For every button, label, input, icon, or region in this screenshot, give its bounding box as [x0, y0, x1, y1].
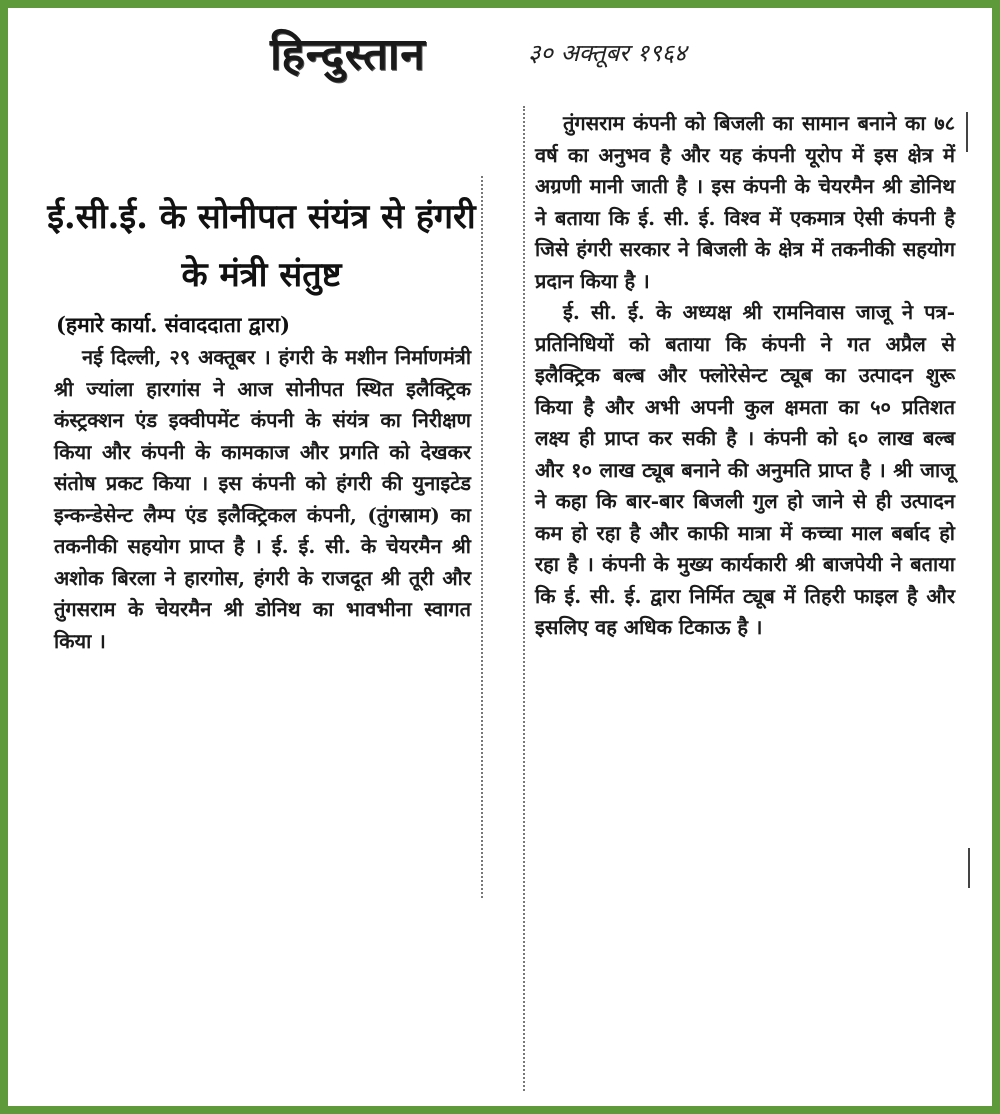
right-paragraph: ई. सी. ई. के अध्यक्ष श्री रामनिवास जाजू ने पत्र-प्रतिनिधियों को बताया कि कंपनी ने गत अप्रैल से इलैक्ट्रिक बल्ब और फ्लोरेसेन्ट ट्यूब का उत्पादन शुरू किया है और अभी अपनी कुल क्षमता का ५० प्रतिशत लक्ष्य ही प्राप्त कर सकी है । कंपनी को ६० लाख बल्ब और १० लाख ट्यूब बनाने की अनुमति प्राप्त है । श्री जाजू ने कहा कि बार-बार बिजली गुल हो जाने से ही उत्पादन कम हो रहा है और काफी मात्रा में कच्चा माल बर्बाद हो रहा है । कंपनी के मुख्य कार्यकारी श्री बाजपेयी ने बताया कि ई. सी. ई. द्वारा निर्मित ट्यूब में तिहरी फाइल है और इसलिए वह अधिक टिकाऊ है ।	[535, 300, 955, 639]
article-headline: ई.सी.ई. के सोनीपत संयंत्र से हंगरी के मंत्री संतुष्ट	[47, 197, 476, 295]
right-clipping	[523, 106, 967, 1091]
article-byline: (हमारे कार्या. संवाददाता द्वारा)	[56, 312, 291, 337]
left-article-body	[36, 342, 481, 657]
column-mark	[968, 848, 970, 888]
left-clipping	[36, 176, 483, 898]
newspaper-masthead: हिन्दुस्तान	[270, 29, 426, 80]
right-paragraph: तुंगसराम कंपनी को बिजली का सामान बनाने का ७८ वर्ष का अनुभव है और यह कंपनी यूरोप में इस क्षेत्र में अग्रणी मानी जाती है । इस कंपनी के चेयरमैन श्री डोनिथ ने बताया कि ई. सी. ई. विश्व में एकमात्र ऐसी कंपनी है जिसे हंगरी सरकार ने बिजली के क्षेत्र में तकनीकी सहयोग प्रदान किया है ।	[535, 111, 955, 293]
handwritten-date: ३० अक्तूबर १९६४	[528, 39, 687, 67]
right-article-body	[525, 108, 967, 644]
left-paragraph: नई दिल्ली, २९ अक्तूबर । हंगरी के मशीन निर्माणमंत्री श्री ज्यांला हारगांस ने आज सोनीपत स्थित इलैक्ट्रिक कंस्ट्रक्शन एंड इक्वीपमेंट कंपनी के संयंत्र का निरीक्षण किया और कंपनी के कामकाज और प्रगति को देखकर संतोष प्रकट किया । इस कंपनी को हंगरी की युनाइटेड इन्कन्डेसेन्ट लैम्प एंड इलैक्ट्रिकल कंपनी, (तुंगस्राम) का तकनीकी सहयोग प्राप्त है । ई. ई. सी. के चेयरमैन श्री अशोक बिरला ने हारगोस, हंगरी के राजदूत श्री तूरी और तुंगसराम के चेयरमैन श्री डोनिथ का भावभीना स्वागत किया ।	[54, 345, 471, 653]
column-mark	[966, 112, 968, 152]
